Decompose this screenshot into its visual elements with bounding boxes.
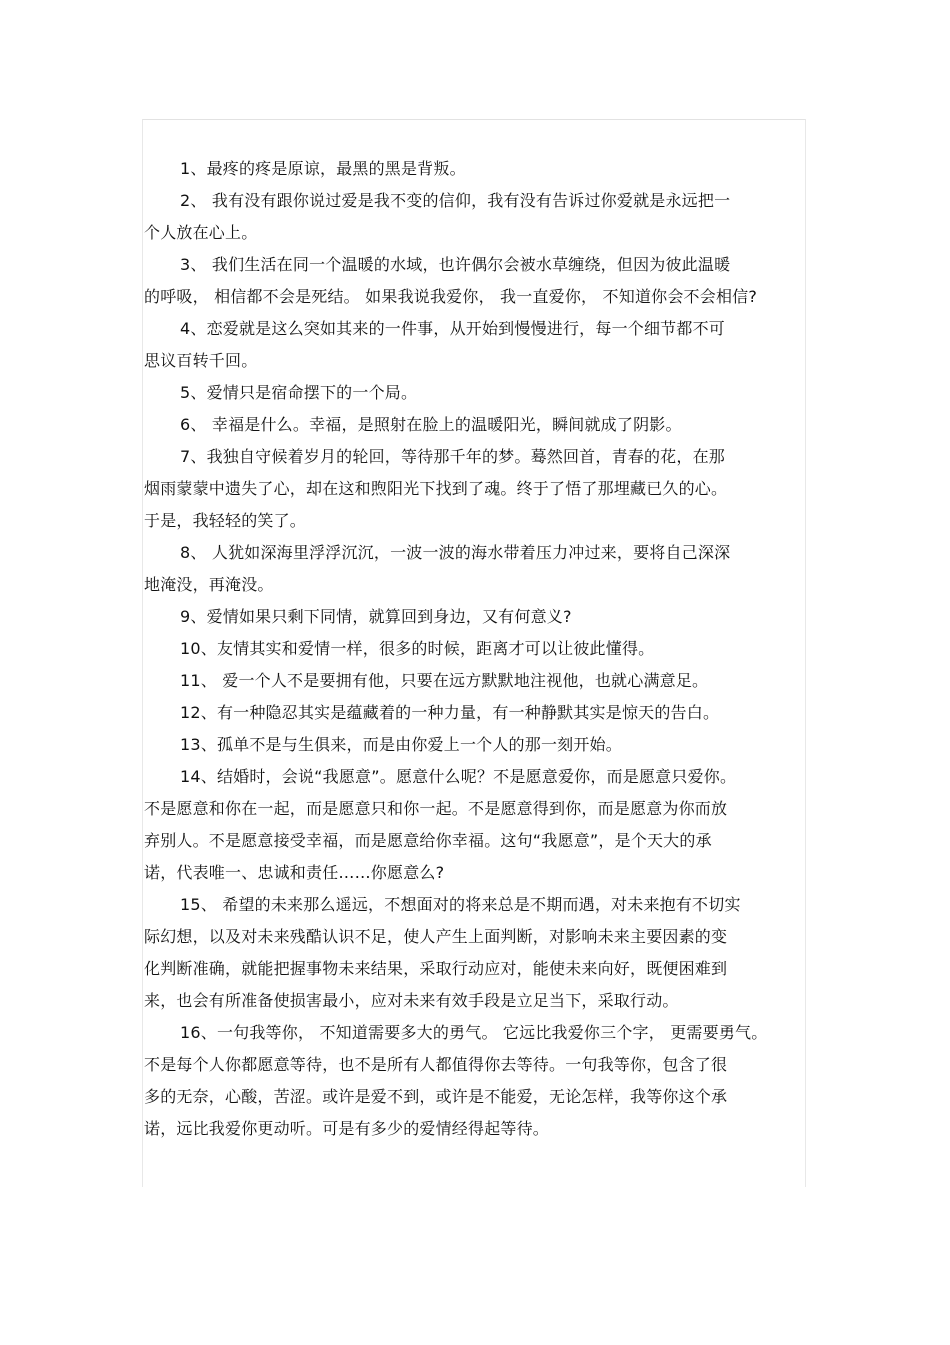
text-line: 16、一句我等你， 不知道需要多大的勇气。 它远比我爱你三个字， 更需要勇气。 [180,1023,768,1042]
text-line: 的呼吸， 相信都不会是死结。 如果我说我爱你， 我一直爱你， 不知道你会不会相信? [144,287,758,306]
text-line: 多的无奈，心酸，苦涩。或许是爱不到，或许是不能爱，无论怎样，我等你这个承 [144,1087,728,1106]
text-line: 烟雨蒙蒙中遗失了心，却在这和煦阳光下找到了魂。终于了悟了那埋藏已久的心。 [144,479,728,498]
text-line: 个人放在心上。 [144,223,258,242]
text-line: 不是愿意和你在一起，而是愿意只和你一起。不是愿意得到你，而是愿意为你而放 [144,799,728,818]
text-line: 13、孤单不是与生俱来，而是由你爱上一个人的那一刻开始。 [180,735,622,754]
text-line: 3、 我们生活在同一个温暖的水域，也许偶尔会被水草缠绕，但因为彼此温暖 [180,255,731,274]
text-line: 9、爱情如果只剩下同情，就算回到身边，又有何意义? [180,607,572,626]
text-line: 6、 幸福是什么。幸福，是照射在脸上的温暖阳光，瞬间就成了阴影。 [180,415,682,434]
text-line: 14、结婚时，会说“我愿意”。愿意什么呢？不是愿意爱你，而是愿意只爱你。 [180,767,737,786]
text-line: 4、恋爱就是这么突如其来的一件事，从开始到慢慢进行，每一个细节都不可 [180,319,725,338]
text-line: 2、 我有没有跟你说过爱是我不变的信仰，我有没有告诉过你爱就是永远把一 [180,191,731,210]
text-line: 5、爱情只是宿命摆下的一个局。 [180,383,418,402]
text-line: 思议百转千回。 [144,351,258,370]
text-line: 12、有一种隐忍其实是蕴藏着的一种力量，有一种静默其实是惊天的告白。 [180,703,720,722]
text-line: 际幻想，以及对未来残酷认识不足，使人产生上面判断，对影响未来主要因素的变 [144,927,728,946]
text-line: 化判断准确，就能把握事物未来结果，采取行动应对，能使未来向好，既便困难到 [144,959,728,978]
text-line: 诺，代表唯一、忠诚和责任……你愿意么? [144,863,445,882]
text-line: 弃别人。不是愿意接受幸福，而是愿意给你幸福。这句“我愿意”，是个天大的承 [144,831,712,850]
text-line: 地淹没，再淹没。 [144,575,274,594]
text-line: 11、 爱一个人不是要拥有他，只要在远方默默地注视他，也就心满意足。 [180,671,709,690]
text-line: 10、友情其实和爱情一样，很多的时候，距离才可以让彼此懂得。 [180,639,655,658]
text-line: 8、 人犹如深海里浮浮沉沉，一波一波的海水带着压力冲过来，要将自己深深 [180,543,731,562]
text-line: 15、 希望的未来那么遥远，不想面对的将来总是不期而遇，对未来抱有不切实 [180,895,741,914]
text-line: 来，也会有所准备使损害最小，应对未来有效手段是立足当下，采取行动。 [144,991,679,1010]
text-line: 诺，远比我爱你更动听。可是有多少的爱情经得起等待。 [144,1119,550,1138]
text-line: 1、最疼的疼是原谅，最黑的黑是背叛。 [180,159,466,178]
text-line: 不是每个人你都愿意等待，也不是所有人都值得你去等待。一句我等你，包含了很 [144,1055,728,1074]
text-line: 于是，我轻轻的笑了。 [144,511,307,530]
text-line: 7、我独自守候着岁月的轮回，等待那千年的梦。蓦然回首，青春的花，在那 [180,447,725,466]
